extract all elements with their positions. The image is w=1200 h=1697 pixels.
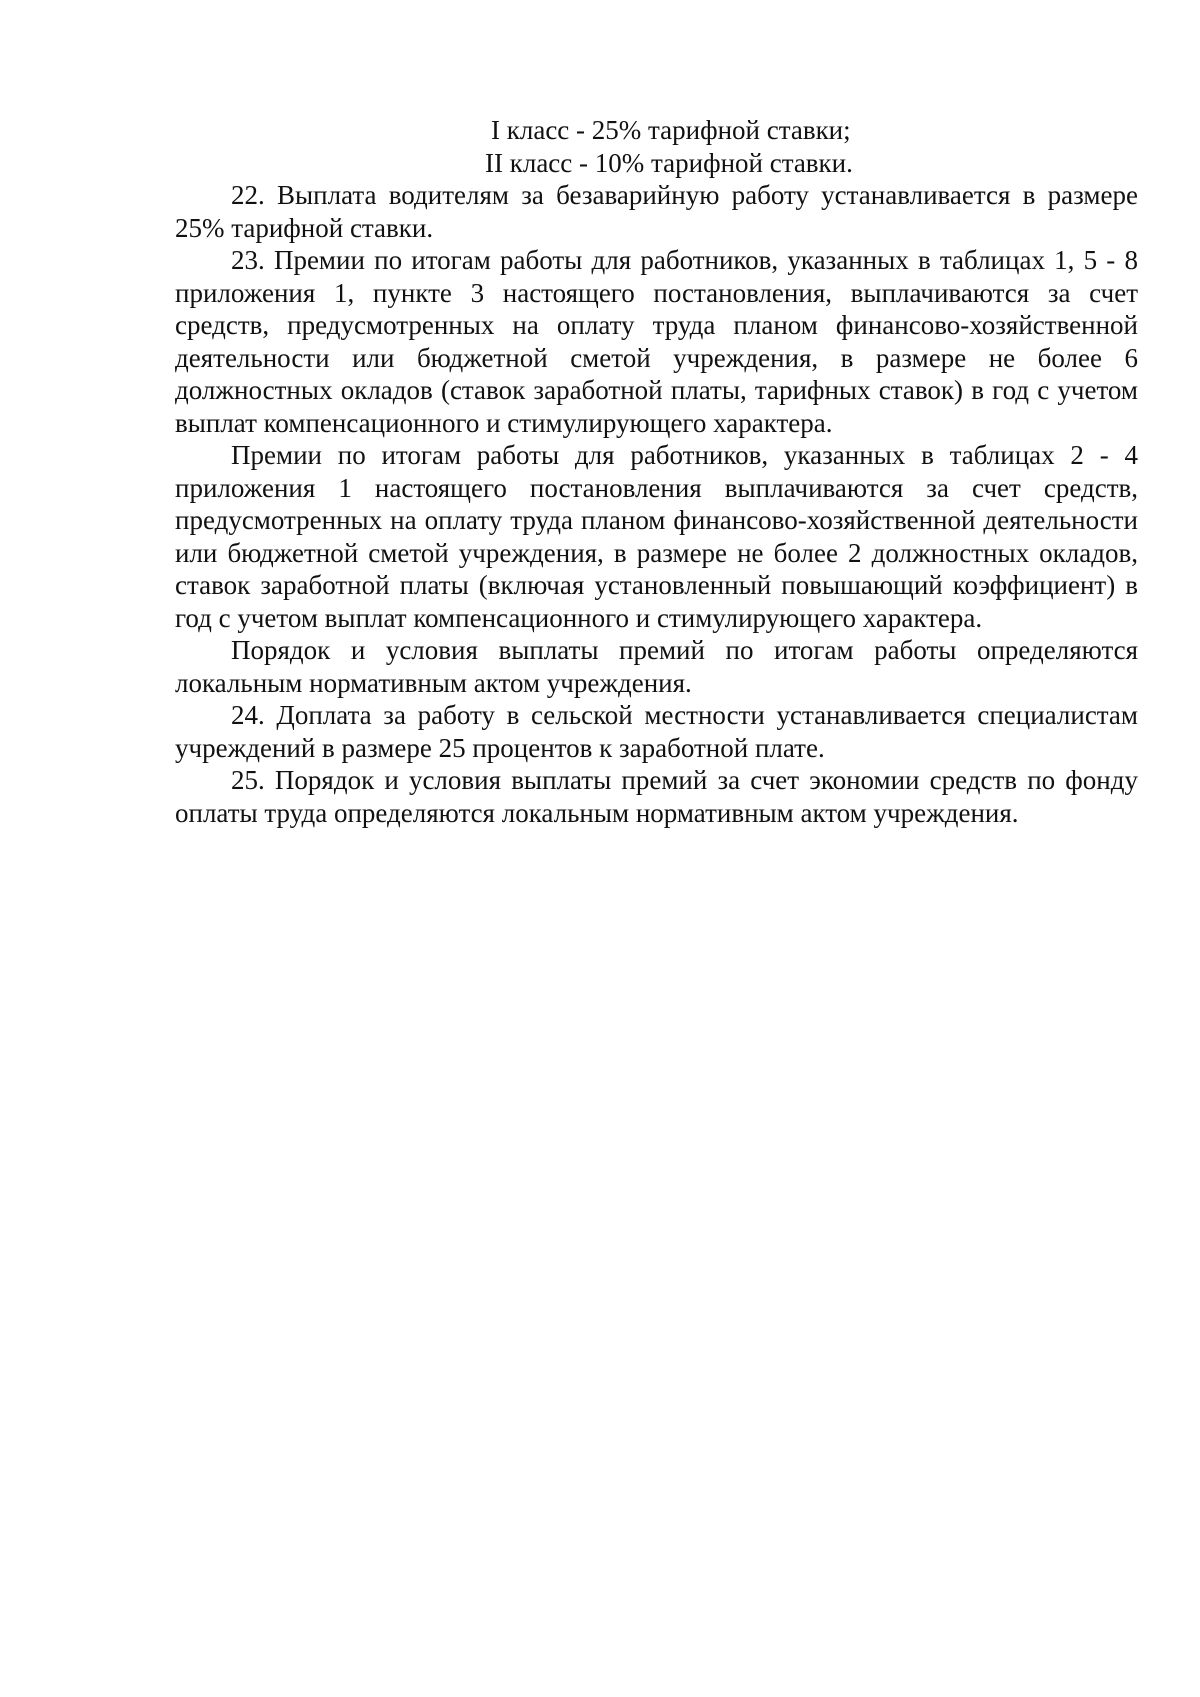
paragraph-23: 23. Премии по итогам работы для работников, указанных в таблицах 1, 5 - 8 приложения 1, пункте 3 настоящего постановления, выплачиваются за счет средств, предусмотренных на оплату труда планом финансово-хозяйственной деятельности или бюджетной сметой учреждения, в размере не более 6 должностных окладов (ставок заработной платы, тарифных ставок) в год с учетом выплат компенсационного и стимулирующего характера.	[175, 245, 1138, 438]
class-line-first: I класс - 25% тарифной ставки;	[491, 115, 851, 145]
document-body	[175, 114, 1138, 829]
paragraph-24: 24. Доплата за работу в сельской местности устанавливается специалистам учреждений в размере 25 процентов к заработной плате.	[175, 700, 1138, 763]
paragraph-bonus-tables-2-4: Премии по итогам работы для работников, указанных в таблицах 2 - 4 приложения 1 настоящего постановления выплачиваются за счет средств, предусмотренных на оплату труда планом финансово-хозяйственной деятельности или бюджетной сметой учреждения, в размере не более 2 должностных окладов, ставок заработной платы (включая установленный повышающий коэффициент) в год с учетом выплат компенсационного и стимулирующего характера.	[175, 440, 1138, 633]
paragraph-22: 22. Выплата водителям за безаварийную работу устанавливается в размере 25% тарифной ставки.	[175, 180, 1138, 243]
class-line-second: II класс - 10% тарифной ставки.	[485, 147, 853, 178]
paragraph-bonus-procedure: Порядок и условия выплаты премий по итогам работы определяются локальным нормативным актом учреждения.	[175, 635, 1138, 698]
paragraph-25: 25. Порядок и условия выплаты премий за счет экономии средств по фонду оплаты труда определяются локальным нормативным актом учреждения.	[175, 765, 1138, 828]
